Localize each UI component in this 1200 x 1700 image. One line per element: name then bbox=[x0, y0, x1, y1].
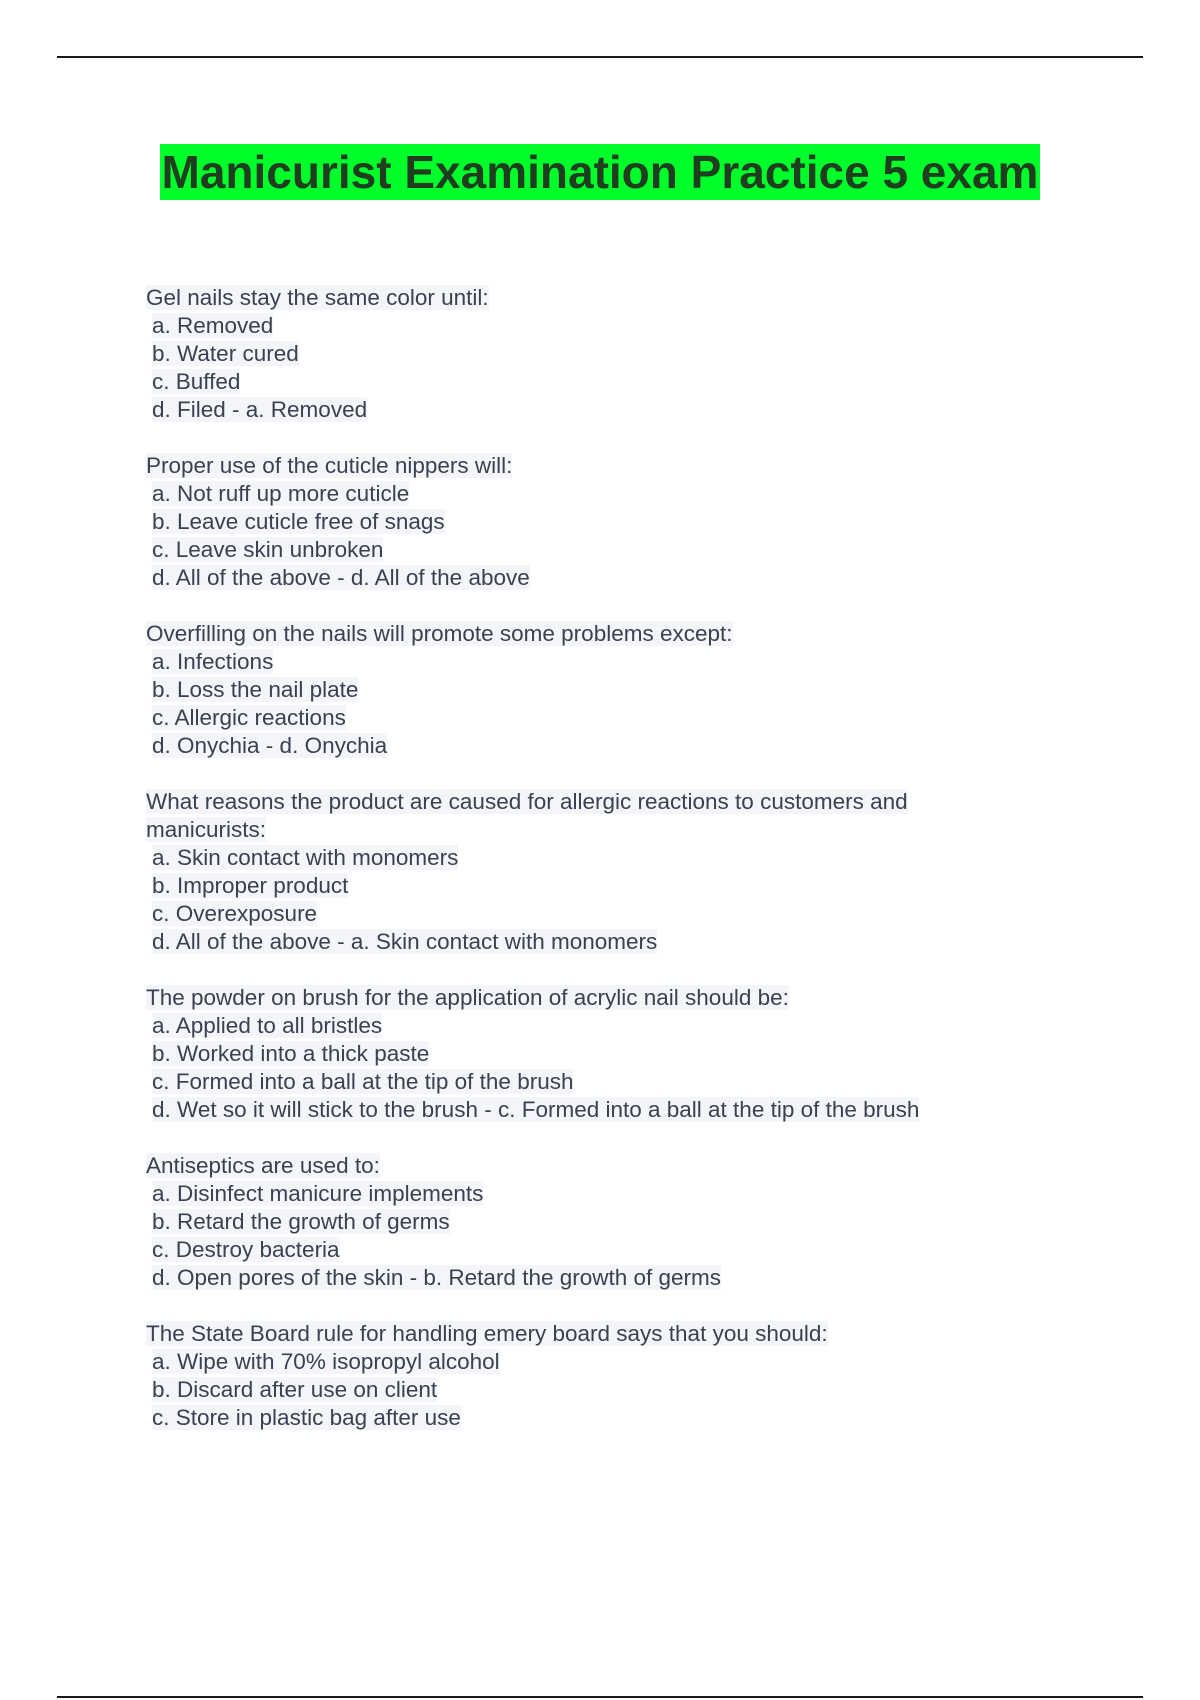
option-label: b. Worked into a thick paste bbox=[152, 1041, 430, 1066]
answer-option bbox=[152, 1180, 1146, 1208]
option-label: b. Discard after use on client bbox=[152, 1377, 438, 1402]
answer-option bbox=[152, 900, 1146, 928]
question-text-label: The State Board rule for handling emery board says that you should: bbox=[146, 1321, 828, 1346]
option-label: d. All of the above - d. All of the above bbox=[152, 565, 530, 590]
answer-option bbox=[152, 648, 1146, 676]
answer-option bbox=[152, 844, 1146, 872]
question-list bbox=[146, 284, 1146, 1460]
answer-option bbox=[152, 732, 1146, 760]
page-title: Manicurist Examination Practice 5 exam bbox=[161, 146, 1039, 198]
question-text bbox=[146, 788, 976, 844]
option-label: c. Store in plastic bag after use bbox=[152, 1405, 461, 1430]
answer-option bbox=[152, 396, 1146, 424]
answer-option bbox=[152, 1348, 1146, 1376]
bottom-rule bbox=[57, 1696, 1143, 1698]
option-label: c. Buffed bbox=[152, 369, 241, 394]
answer-option bbox=[152, 1040, 1146, 1068]
option-label: c. Destroy bacteria bbox=[152, 1237, 340, 1262]
option-label: b. Loss the nail plate bbox=[152, 677, 359, 702]
answer-option bbox=[152, 368, 1146, 396]
top-rule bbox=[57, 56, 1143, 58]
option-label: a. Wipe with 70% isopropyl alcohol bbox=[152, 1349, 500, 1374]
answer-option bbox=[152, 1264, 1146, 1292]
question-item bbox=[146, 452, 1146, 592]
answer-option bbox=[152, 676, 1146, 704]
answer-option bbox=[152, 872, 1146, 900]
question-text-label: Overfilling on the nails will promote some problems except: bbox=[146, 621, 733, 646]
answer-option bbox=[152, 340, 1146, 368]
option-label: b. Leave cuticle free of snags bbox=[152, 509, 445, 534]
option-label: d. Filed - a. Removed bbox=[152, 397, 368, 422]
option-label: b. Retard the growth of germs bbox=[152, 1209, 450, 1234]
option-label: a. Infections bbox=[152, 649, 274, 674]
answer-option bbox=[152, 1012, 1146, 1040]
option-label: d. Wet so it will stick to the brush - c. Formed into a ball at the tip of the brush bbox=[152, 1097, 920, 1122]
option-label: a. Not ruff up more cuticle bbox=[152, 481, 410, 506]
question-text bbox=[146, 284, 976, 312]
question-item bbox=[146, 1320, 1146, 1432]
question-item bbox=[146, 1152, 1146, 1292]
option-label: d. Onychia - d. Onychia bbox=[152, 733, 388, 758]
option-label: a. Removed bbox=[152, 313, 274, 338]
question-text bbox=[146, 1152, 976, 1180]
question-text-label: Proper use of the cuticle nippers will: bbox=[146, 453, 513, 478]
option-label: c. Overexposure bbox=[152, 901, 318, 926]
question-item bbox=[146, 620, 1146, 760]
answer-option bbox=[152, 1236, 1146, 1264]
option-label: d. Open pores of the skin - b. Retard the growth of germs bbox=[152, 1265, 722, 1290]
answer-option bbox=[152, 480, 1146, 508]
answer-option bbox=[152, 312, 1146, 340]
question-text bbox=[146, 452, 976, 480]
question-item bbox=[146, 984, 1146, 1124]
option-label: a. Disinfect manicure implements bbox=[152, 1181, 484, 1206]
option-label: c. Formed into a ball at the tip of the brush bbox=[152, 1069, 574, 1094]
answer-option bbox=[152, 1096, 1146, 1124]
answer-option bbox=[152, 1376, 1146, 1404]
question-text bbox=[146, 1320, 976, 1348]
answer-option bbox=[152, 564, 1146, 592]
question-text bbox=[146, 984, 976, 1012]
question-item bbox=[146, 788, 1146, 956]
answer-option bbox=[152, 1404, 1146, 1432]
option-label: a. Applied to all bristles bbox=[152, 1013, 383, 1038]
answer-option bbox=[152, 928, 1146, 956]
question-item bbox=[146, 284, 1146, 424]
option-label: d. All of the above - a. Skin contact with monomers bbox=[152, 929, 658, 954]
question-text-label: What reasons the product are caused for allergic reactions to customers and manicurists: bbox=[146, 789, 908, 842]
question-text-label: Gel nails stay the same color until: bbox=[146, 285, 489, 310]
option-label: b. Water cured bbox=[152, 341, 299, 366]
option-label: b. Improper product bbox=[152, 873, 349, 898]
answer-option bbox=[152, 536, 1146, 564]
option-label: a. Skin contact with monomers bbox=[152, 845, 459, 870]
question-text-label: The powder on brush for the application of acrylic nail should be: bbox=[146, 985, 789, 1010]
option-label: c. Allergic reactions bbox=[152, 705, 346, 730]
title-container bbox=[0, 144, 1200, 200]
option-label: c. Leave skin unbroken bbox=[152, 537, 384, 562]
question-text-label: Antiseptics are used to: bbox=[146, 1153, 380, 1178]
answer-option bbox=[152, 1208, 1146, 1236]
answer-option bbox=[152, 704, 1146, 732]
answer-option bbox=[152, 508, 1146, 536]
answer-option bbox=[152, 1068, 1146, 1096]
question-text bbox=[146, 620, 976, 648]
